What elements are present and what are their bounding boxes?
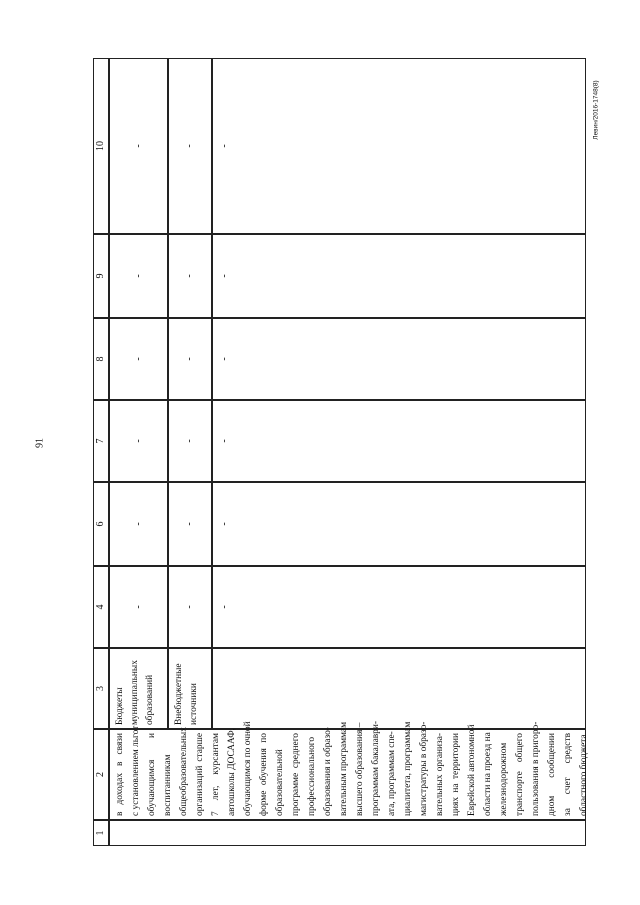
- source-empty: [212, 648, 586, 729]
- description-line: программе среднего: [291, 733, 301, 816]
- description-line: с установлением льгот: [131, 725, 141, 816]
- value-cell: -: [168, 400, 212, 482]
- value-cell: -: [168, 58, 212, 234]
- value-cell: [212, 482, 586, 566]
- source-label-line: источники: [189, 683, 199, 725]
- value-cell: -: [109, 58, 168, 234]
- description-line: 7 лет, курсантам: [211, 733, 221, 816]
- source-label-line: муниципальных: [130, 660, 140, 725]
- value-cell: -: [109, 234, 168, 318]
- description-line: циалитета, программам: [403, 721, 413, 816]
- value-cell: -: [168, 318, 212, 400]
- description-line: высшего образования –: [355, 722, 365, 816]
- value-cell: -: [168, 234, 212, 318]
- header-col-1: 1: [93, 820, 109, 846]
- value-cell: -: [109, 318, 168, 400]
- value-cell: [212, 234, 586, 318]
- value-cell: -: [109, 482, 168, 566]
- description-line: обучающимся по очной: [243, 721, 253, 816]
- value-dash: -: [219, 605, 230, 609]
- source-municipal-budgets: [109, 648, 168, 729]
- value-cell: -: [168, 566, 212, 648]
- description-line: общеобразовательных: [179, 727, 189, 816]
- header-col-8: 8: [93, 318, 109, 400]
- page-number: 91: [34, 438, 46, 448]
- document-id: Левин/2016-1748(8): [592, 80, 600, 140]
- description-line: железнодорожном: [499, 742, 509, 816]
- description-line: вательным программам: [339, 721, 349, 816]
- description-line: форме обучения по: [259, 733, 269, 816]
- description-line: циях на территории: [451, 733, 461, 816]
- description-line: Еврейской автономной: [467, 724, 477, 816]
- value-dash: -: [219, 439, 230, 443]
- description-line: вательных организа-: [435, 733, 445, 816]
- header-col-6: 6: [93, 482, 109, 566]
- description-line: областного бюджета: [579, 734, 589, 816]
- header-col-10: 10: [93, 58, 109, 234]
- header-col-9: 9: [93, 234, 109, 318]
- header-col-4: 4: [93, 566, 109, 648]
- value-cell: [212, 58, 586, 234]
- value-dash: -: [219, 357, 230, 361]
- description-line: образования и образо-: [323, 727, 333, 816]
- value-cell: [212, 318, 586, 400]
- description-line: обучающимся и: [147, 733, 157, 816]
- value-dash: -: [219, 144, 230, 148]
- header-col-3: 3: [93, 648, 109, 729]
- col-1-body: [109, 820, 586, 846]
- description-line: ата, программам спе-: [387, 731, 397, 816]
- description-line: пользования в пригоро-: [531, 721, 541, 816]
- description-line: образовательной: [275, 749, 285, 816]
- value-cell: -: [109, 566, 168, 648]
- value-dash: -: [219, 274, 230, 278]
- description-line: в доходах в связи: [115, 733, 125, 816]
- value-dash: -: [219, 522, 230, 526]
- description-line: профессионального: [307, 736, 317, 816]
- expense-description: [109, 720, 589, 820]
- header-col-2: 2: [93, 729, 109, 820]
- value-cell: [212, 566, 586, 648]
- description-line: магистратуры в образо-: [419, 721, 429, 816]
- source-label-line: образований: [145, 674, 155, 725]
- description-line: организаций старше: [195, 733, 205, 816]
- value-cell: [212, 400, 586, 482]
- description-line: автошколы ДОСААФ,: [227, 728, 237, 816]
- value-cell: -: [168, 482, 212, 566]
- source-label-line: Внебюджетные: [174, 663, 184, 725]
- source-extrabudgetary: [168, 648, 212, 729]
- header-col-7: 7: [93, 400, 109, 482]
- description-line: воспитанникам: [163, 754, 173, 816]
- budget-table-content: [93, 58, 589, 846]
- description-line: транспорте общего: [515, 733, 525, 816]
- value-cell: -: [109, 400, 168, 482]
- source-label-line: Бюджеты: [115, 687, 125, 725]
- description-line: области на проезд на: [483, 732, 493, 816]
- description-line: за счет средств: [563, 733, 573, 816]
- budget-table: [93, 58, 589, 846]
- description-line: дном сообщении: [547, 733, 557, 816]
- description-line: программам бакалаври-: [371, 720, 381, 816]
